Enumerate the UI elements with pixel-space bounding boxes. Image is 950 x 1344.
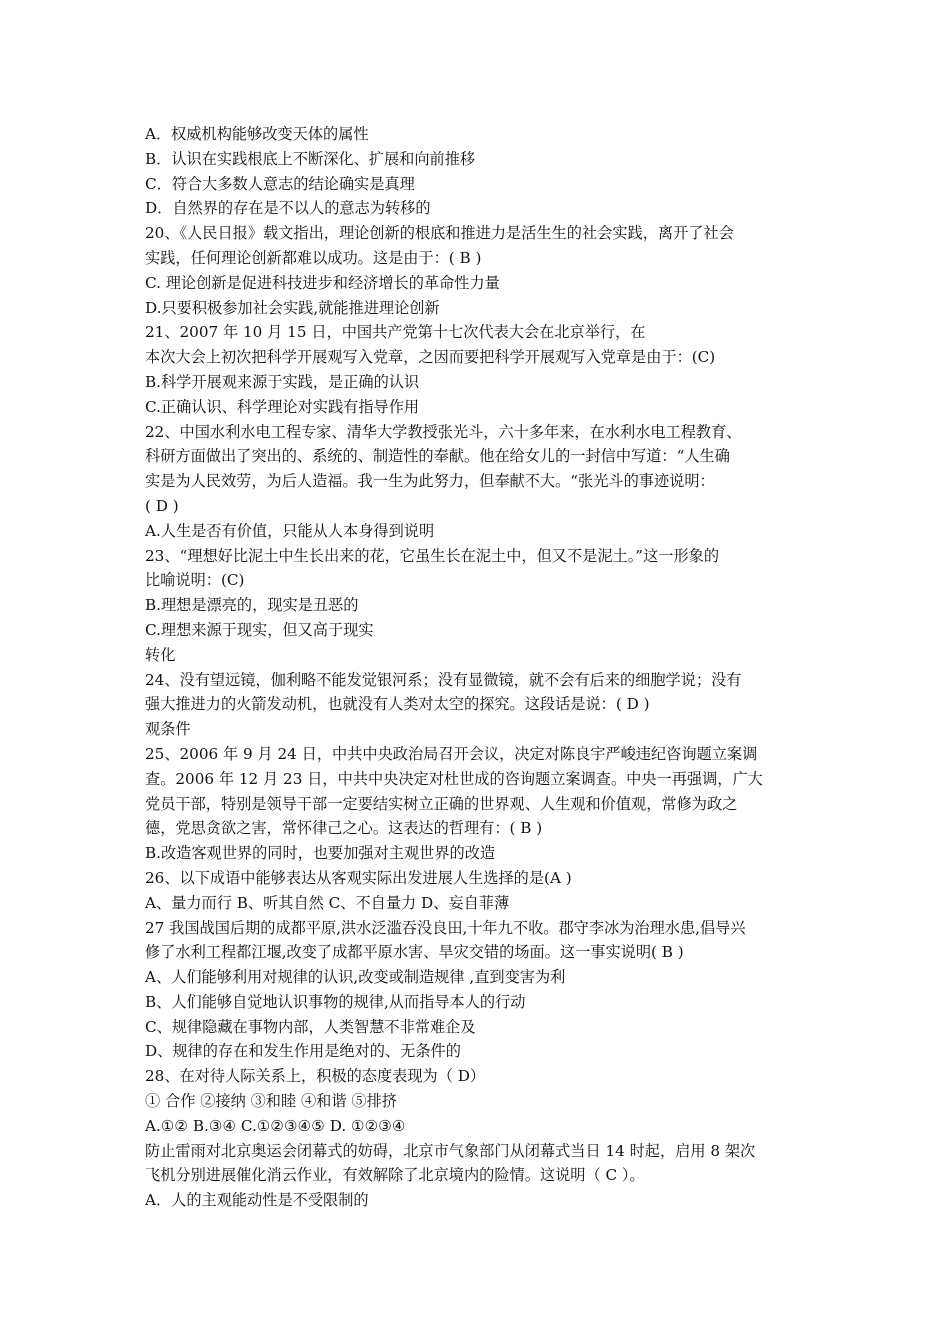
text-line: D、规律的存在和发生作用是绝对的、无条件的 — [145, 1042, 461, 1061]
text-line: ① 合作 ②接纳 ③和睦 ④和谐 ⑤排挤 — [145, 1092, 397, 1111]
text-line: 22、中国水利水电工程专家、清华大学教授张光斗，六十多年来，在水利水电工程教育、 — [145, 422, 742, 441]
text-line: B.改造客观世界的同时，也要加强对主观世界的改造 — [145, 844, 496, 863]
text-line: 强大推进力的火箭发动机，也就没有人类对太空的探究。这段话是说：( D ) — [145, 695, 650, 714]
document-page — [145, 122, 810, 1213]
text-line: 德，党思贪欲之害，常怀律己之心。这表达的哲理有：( B ) — [145, 819, 543, 838]
text-line: D．自然界的存在是不以人的意志为转移的 — [145, 199, 431, 218]
text-line: 25、2006 年 9 月 24 日，中共中央政治局召开会议，决定对陈良宇严峻违纪咨询题立案调 — [145, 744, 758, 763]
text-line: 26、以下成语中能够表达从客观实际出发进展人生选择的是(A ) — [145, 868, 572, 887]
text-line: 实践，任何理论创新都难以成功。这是由于：( B ) — [145, 248, 482, 267]
text-line: 观条件 — [145, 720, 191, 739]
text-line: C.理想来源于现实，但又高于现实 — [145, 620, 374, 639]
text-line: 转化 — [145, 645, 176, 664]
text-line: 防止雷雨对北京奥运会闭幕式的妨碍，北京市气象部门从闭幕式当日 14 时起，启用 8 架次 — [145, 1141, 756, 1160]
text-line: 20、《人民日报》载文指出，理论创新的根底和推进力是活生生的社会实践，离开了社会 — [145, 224, 734, 243]
text-line: 修了水利工程都江堰,改变了成都平原水害、旱灾交错的场面。这一事实说明( B ) — [145, 943, 684, 962]
text-line: C. 理论创新是促进科技进步和经济增长的革命性力量 — [145, 273, 500, 292]
text-line: 21、2007 年 10 月 15 日，中国共产党第十七次代表大会在北京举行，在 — [145, 323, 646, 342]
text-line: C、规律隐藏在事物内部，人类智慧不非常难企及 — [145, 1017, 476, 1036]
text-line: ( D ) — [145, 496, 179, 515]
text-line: A．权威机构能够改变天体的属性 — [145, 125, 369, 143]
text-line: 比喻说明：(C) — [145, 571, 245, 590]
text-line: D.只要积极参加社会实践,就能推进理论创新 — [145, 298, 440, 317]
text-line: C．符合大多数人意志的结论确实是真理 — [145, 174, 415, 193]
text-line: 科研方面做出了突出的、系统的、制造性的奉献。他在给女儿的一封信中写道：“人生确 — [145, 447, 730, 466]
text-line: A.人生是否有价值，只能从人本身得到说明 — [145, 521, 435, 540]
text-line: C.正确认识、科学理论对实践有指导作用 — [145, 397, 420, 416]
text-line: A．人的主观能动性是不受限制的 — [145, 1191, 369, 1210]
text-line: B．认识在实践根底上不断深化、扩展和向前推移 — [145, 149, 476, 168]
text-line: B.理想是漂亮的，现实是丑恶的 — [145, 596, 359, 615]
text-line: B.科学开展观来源于实践，是正确的认识 — [145, 372, 420, 391]
text-line: 本次大会上初次把科学开展观写入党章，之因而要把科学开展观写入党章是由于：(C) — [145, 348, 716, 367]
text-line: A、人们能够利用对规律的认识,改变或制造规律 ,直到变害为利 — [145, 968, 566, 987]
text-line: 党员干部，特别是领导干部一定要结实树立正确的世界观、人生观和价值观，常修为政之 — [145, 794, 738, 813]
text-line: 27 我国战国后期的成都平原,洪水泛滥吞没良田,十年九不收。郡守李冰为治理水患,倡导兴 — [145, 918, 746, 937]
text-line: 查。2006 年 12 月 23 日，中共中央决定对杜世成的咨询题立案调查。中央一再强调，广大 — [145, 769, 763, 788]
text-line: 飞机分别进展催化消云作业，有效解除了北京境内的险情。这说明（ C ）。 — [145, 1166, 645, 1185]
text-line: 23、“理想好比泥土中生长出来的花，它虽生长在泥土中，但又不是泥土。”这一形象的 — [145, 546, 720, 565]
text-line: A、量力而行 B、听其自然 C、不自量力 D、妄自菲薄 — [145, 893, 510, 912]
text-line: B、人们能够自觉地认识事物的规律,从而指导本人的行动 — [145, 992, 526, 1011]
text-line: 28、在对待人际关系上，积极的态度表现为（ D） — [145, 1067, 486, 1086]
text-line: A.①② B.③④ C.①②③④⑤ D. ①②③④ — [145, 1116, 406, 1135]
text-line: 实是为人民效劳，为后人造福。我一生为此努力，但奉献不大。“张光斗的事迹说明： — [145, 472, 715, 491]
text-line: 24、没有望远镜，伽利略不能发觉银河系；没有显微镜，就不会有后来的细胞学说；没有 — [145, 670, 742, 689]
